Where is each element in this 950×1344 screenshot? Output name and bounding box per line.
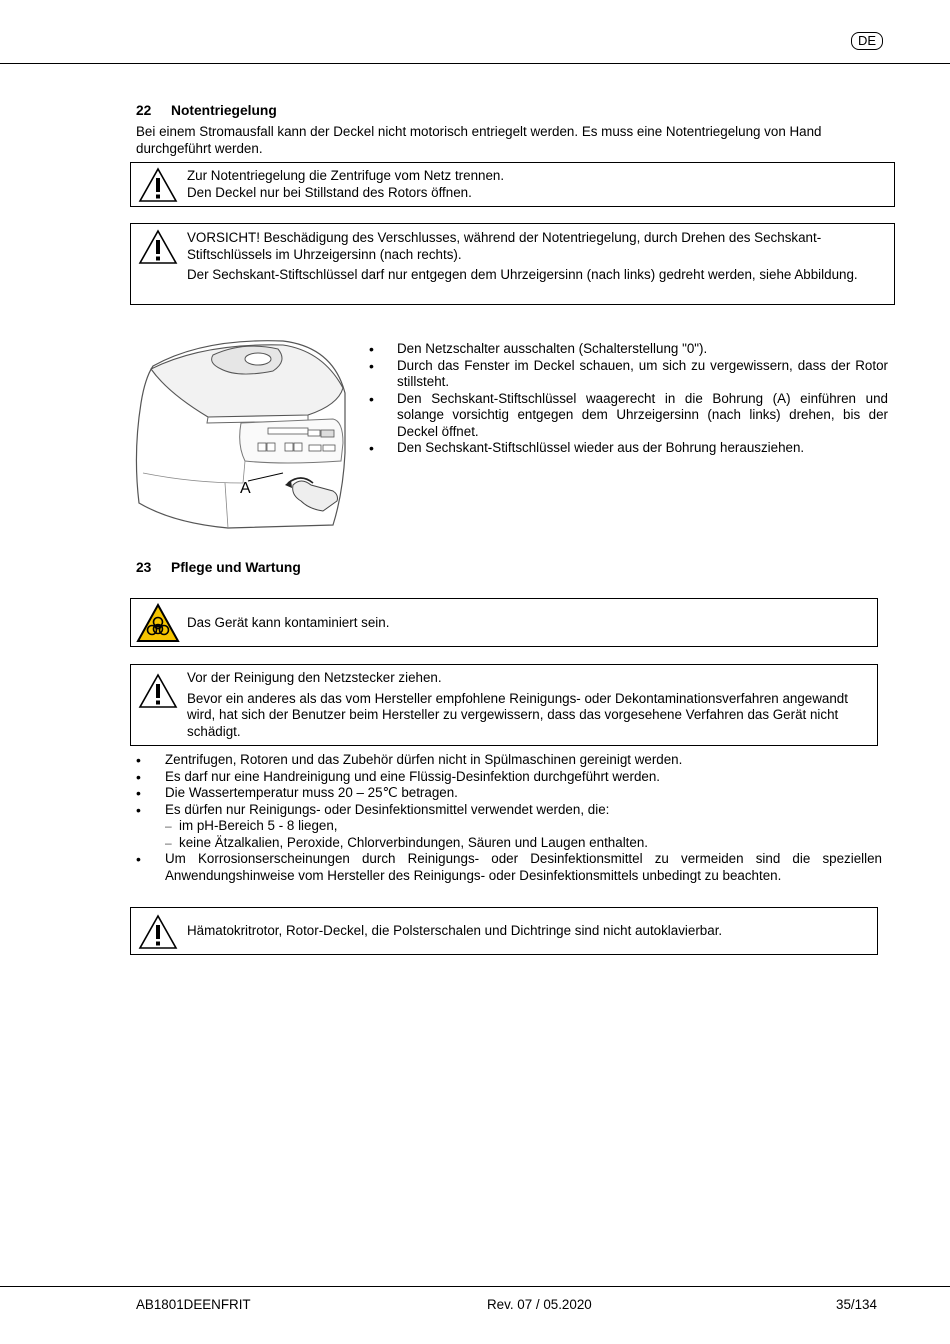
step-item: • Durch das Fenster im Deckel schauen, um sich zu vergewissern, dass der Rotor stillsteht. [369, 358, 888, 391]
warning-box-caution [130, 223, 895, 305]
care-item-text: • Es dürfen nur Reinigungs- oder Desinfektionsmittel verwendet werden, die: [165, 801, 610, 817]
language-badge: DE [851, 32, 883, 50]
footer-revision: Rev. 07 / 05.2020 [487, 1297, 592, 1312]
autoclave-text: Hämatokritrotor, Rotor-Deckel, die Polsterschalen und Dichtringe sind nicht autoklavierbar. [187, 923, 723, 938]
section-22-heading [136, 103, 277, 118]
footer-doc-id: AB1801DEENFRIT [136, 1297, 251, 1312]
emergency-steps [369, 341, 888, 457]
warning-box-autoclave [130, 907, 878, 955]
step-item: • Den Sechskant-Stiftschlüssel wieder aus der Bohrung herausziehen. [369, 440, 888, 457]
care-item: • Es darf nur eine Handreinigung und eine Flüssig-Desinfektion durchgeführt werden. [136, 769, 882, 786]
warning-box-power [130, 162, 895, 207]
warning-icon [138, 167, 178, 203]
care-subitem: – keine Ätzalkalien, Peroxide, Chlorverbindungen, Säuren und Laugen enthalten. [165, 835, 882, 852]
warning-box-cleaning [130, 664, 878, 746]
biohazard-icon [136, 603, 180, 643]
care-instructions [136, 752, 882, 884]
caution-text: VORSICHT! Beschädigung des Verschlusses, während der Notentriegelung, durch Drehen des Sechskant-Stiftschlüssels im Uhrzeigersinn (nach rechts). [187, 230, 822, 262]
section-title: Notentriegelung [171, 103, 277, 118]
intro-text: Bei einem Stromausfall kann der Deckel nicht motorisch entriegelt werden. Es muss eine Notentriegelung von Hand durchgeführt werden. [136, 124, 822, 156]
care-item: • Zentrifugen, Rotoren und das Zubehör dürfen nicht in Spülmaschinen gereinigt werden. [136, 752, 882, 769]
section-22-intro [136, 124, 881, 157]
step-item: • Den Netzschalter ausschalten (Schalterstellung "0"). [369, 341, 888, 358]
warning-line-1: Zur Notentriegelung die Zentrifuge vom Netz trennen. [187, 168, 505, 183]
section-number: 23 [136, 560, 152, 575]
centrifuge-illustration [133, 333, 358, 533]
footer-rule [0, 1286, 950, 1287]
section-title: Pflege und Wartung [171, 560, 301, 575]
cleaning-warning-2: Bevor ein anderes als das vom Hersteller empfohlene Reinigungs- oder Dekontaminationsverfahren angewandt wird, hat sich der Benutzer beim Hersteller zu vergewissern, dass das vorgesehene Verfahren das Gerät nicht schädigt. [187, 690, 848, 739]
step-item: • Den Sechskant-Stiftschlüssel waagerecht in die Bohrung (A) einführen und solange vorsichtig entgegen dem Uhrzeigersinn (nach links) drehen, bis der Deckel öffnet. [369, 391, 888, 441]
warning-line-2: Den Deckel nur bei Stillstand des Rotors öffnen. [187, 184, 472, 200]
warning-icon [138, 229, 178, 265]
warning-icon [138, 914, 178, 950]
biohazard-box [130, 598, 878, 647]
care-subitem: – im pH-Bereich 5 - 8 liegen, [165, 818, 882, 835]
care-item: • Um Korrosionserscheinungen durch Reinigungs- oder Desinfektionsmittel zu vermeiden sind die speziellen Anwendungshinweise vom Hersteller des Reinigungs- oder Desinfektionsmittels unbedingt zu beachten. [136, 851, 882, 884]
care-item: • Die Wassertemperatur muss 20 – 25℃ betragen. [136, 785, 882, 802]
warning-icon [138, 673, 178, 709]
caution-note: Der Sechskant-Stiftschlüssel darf nur entgegen dem Uhrzeigersinn (nach links) gedreht werden, siehe Abbildung. [187, 267, 858, 282]
cleaning-warning-1: Vor der Reinigung den Netzstecker ziehen. [187, 670, 442, 685]
figure-label-a: A [240, 480, 251, 497]
section-23-heading [136, 560, 301, 575]
section-number: 22 [136, 103, 152, 118]
biohazard-text: Das Gerät kann kontaminiert sein. [187, 615, 390, 630]
care-item [136, 802, 882, 852]
header-rule [0, 63, 950, 64]
footer-page-number: 35/134 [836, 1297, 877, 1312]
